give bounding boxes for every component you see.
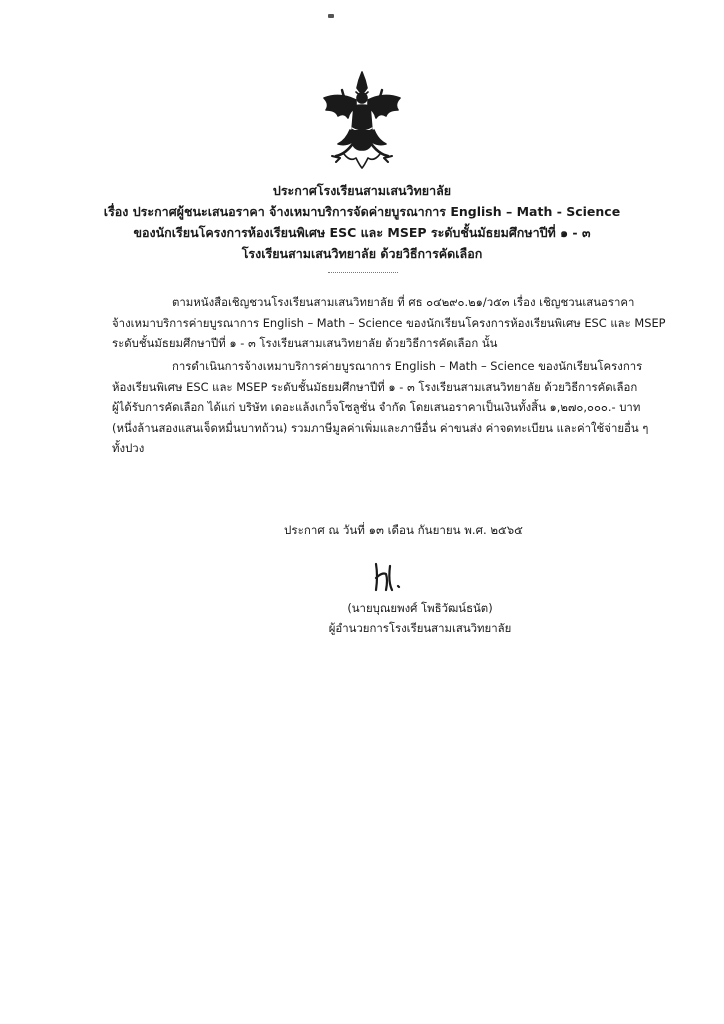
scan-mark — [328, 14, 334, 18]
paragraph-line: (หนึ่งล้านสองแสนเจ็ดหมื่นบาทถ้วน) รวมภาษีมูลค่าเพิ่มและภาษีอื่น ค่าขนส่ง ค่าจดทะเบียน และค่าใช้จ่ายอื่น ๆ — [112, 420, 649, 435]
signatory-block — [300, 598, 540, 638]
heading-title: ประกาศโรงเรียนสามเสนวิทยาลัย — [272, 183, 452, 198]
paragraph-line: ผู้ได้รับการคัดเลือก ได้แก่ บริษัท เดอะแล้งเกว็จโซลูชั่น จำกัด โดยเสนอราคาเป็นเงินทั้งสิ้น ๑,๒๗๐,๐๐๐.- บาท — [112, 400, 641, 414]
heading-school-method: โรงเรียนสามเสนวิทยาลัย ด้วยวิธีการคัดเลือก — [241, 246, 483, 261]
signatory-name: (นายบุณยพงศ์ โพธิวัฒน์ธนัต) — [347, 601, 493, 615]
paragraph-line: จ้างเหมาบริการค่ายบูรณาการ English – Math – Science ของนักเรียนโครงการห้องเรียนพิเศษ ESC และ MSEP — [112, 315, 666, 330]
paragraph-line: ทั้งปวง — [112, 441, 145, 455]
heading-program: ของนักเรียนโครงการห้องเรียนพิเศษ ESC และ MSEP ระดับชั้นมัธยมศึกษาปีที่ ๑ - ๓ — [133, 225, 591, 240]
announcement-date: ประกาศ ณ วันที่ ๑๓ เดือน กันยายน พ.ศ. ๒๕๖๕ — [284, 523, 523, 537]
paragraph-line: ระดับชั้นมัธยมศึกษาปีที่ ๑ - ๓ โรงเรียนสามเสนวิทยาลัย ด้วยวิธีการคัดเลือก นั้น — [112, 336, 498, 350]
paragraph-line: การดำเนินการจ้างเหมาบริการค่ายบูรณาการ English – Math – Science ของนักเรียนโครงการ — [172, 359, 643, 373]
handwritten-signature-icon — [368, 556, 408, 596]
heading-subject: เรื่อง ประกาศผู้ชนะเสนอราคา จ้างเหมาบริการจัดค่ายบูรณาการ English – Math - Science — [103, 204, 621, 219]
paragraph-result — [112, 356, 672, 459]
heading-divider — [328, 272, 398, 273]
paragraph-line: ตามหนังสือเชิญชวนโรงเรียนสามเสนวิทยาลัย ที่ ศธ ๐๔๒๙๐.๒๑/ว๕๓ เรื่อง เชิญชวนเสนอราคา — [172, 295, 635, 309]
garuda-emblem-icon — [316, 70, 408, 170]
signatory-position: ผู้อำนวยการโรงเรียนสามเสนวิทยาลัย — [328, 621, 512, 635]
paragraph-reference — [112, 292, 672, 354]
paragraph-line: ห้องเรียนพิเศษ ESC และ MSEP ระดับชั้นมัธยมศึกษาปีที่ ๑ - ๓ โรงเรียนสามเสนวิทยาลัย ด้วยวิธีการคัดเลือก — [112, 379, 638, 394]
announcement-heading — [60, 180, 664, 264]
